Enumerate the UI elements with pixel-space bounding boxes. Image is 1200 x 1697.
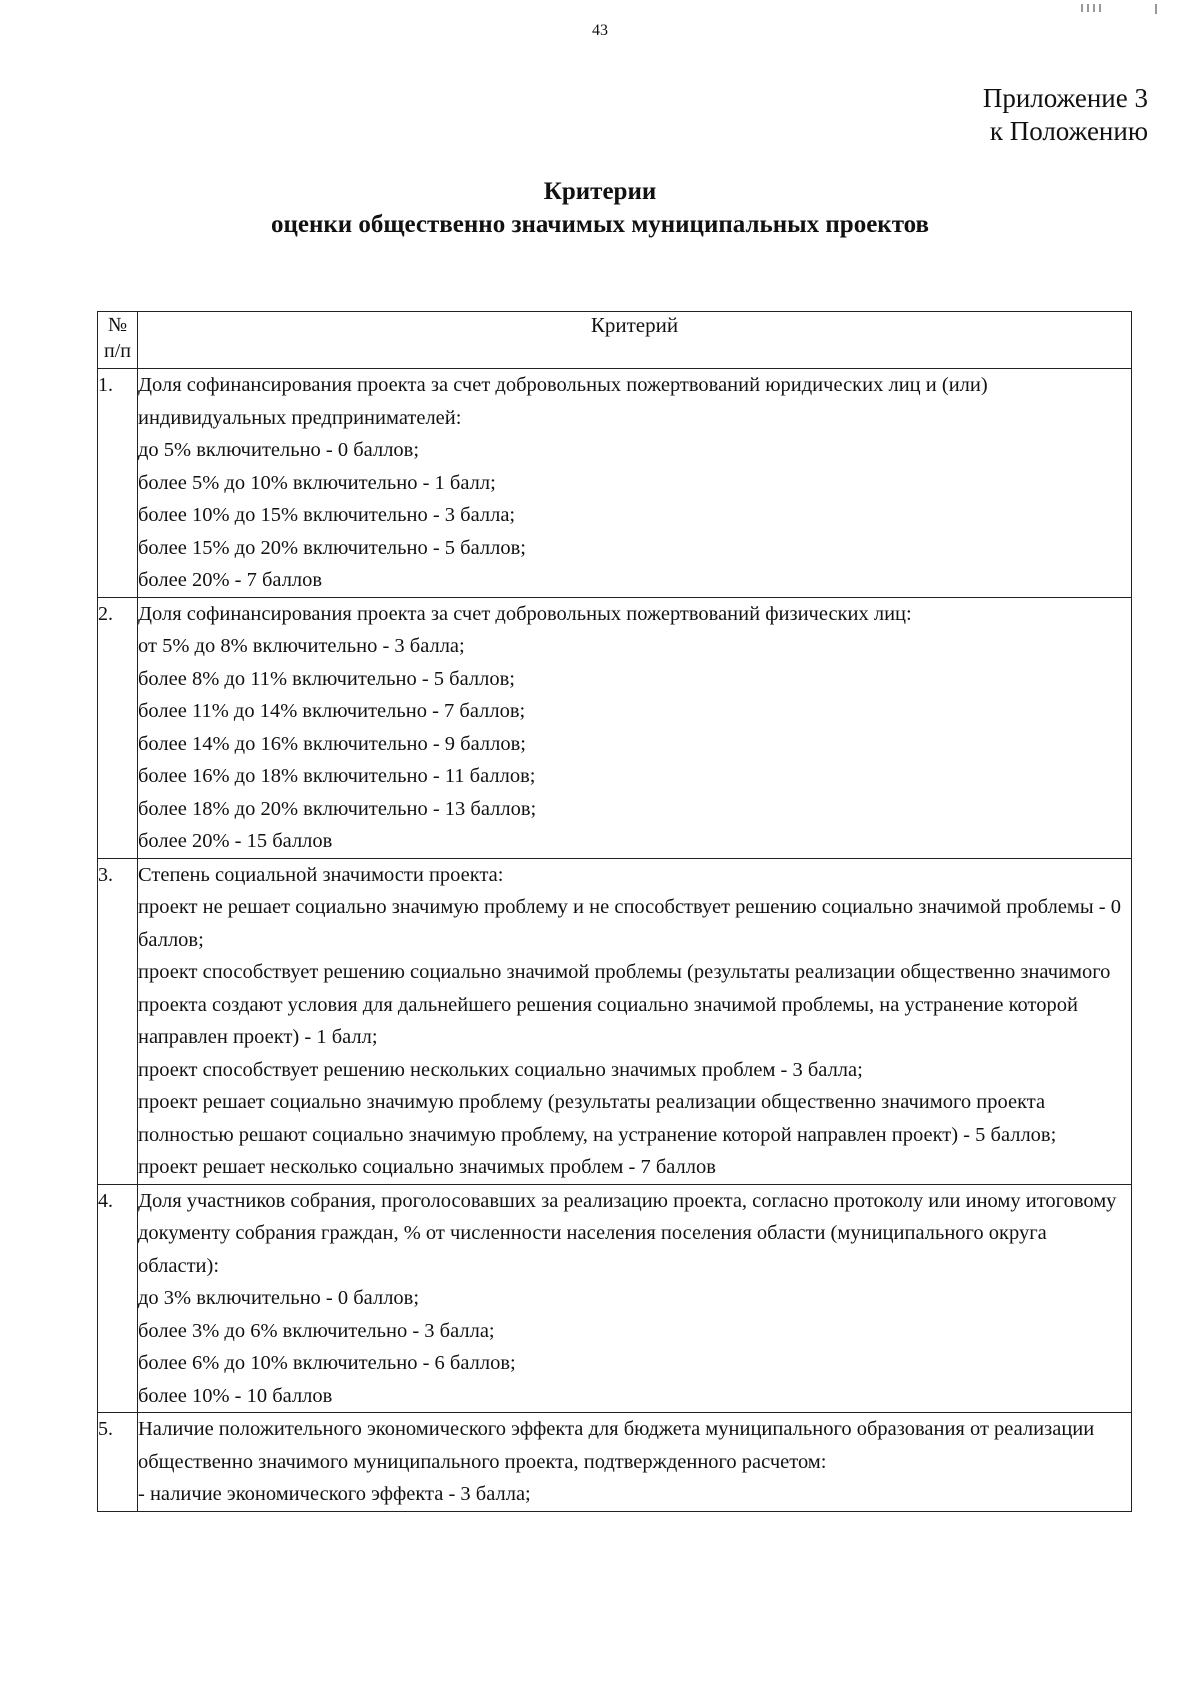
criterion-line: Наличие положительного экономического эффекта для бюджета муниципального образования от реализации общественно значимого муниципального проекта, подтвержденного расчетом: bbox=[138, 1418, 1095, 1473]
header-number bbox=[98, 312, 138, 369]
criterion-line: более 16% до 18% включительно - 11 баллов; bbox=[138, 765, 536, 787]
document-title bbox=[0, 175, 1200, 241]
table-row bbox=[98, 1413, 1132, 1512]
criterion-line: Доля участников собрания, проголосовавших за реализацию проекта, согласно протоколу или иному итоговому документу собрания граждан, % от численности населения поселения области (муниципального округа области): bbox=[138, 1189, 1117, 1277]
criterion-line: проект способствует решению нескольких социально значимых проблем - 3 балла; bbox=[138, 1058, 863, 1081]
row-number: 4. bbox=[98, 1184, 138, 1413]
criterion-line: более 14% до 16% включительно - 9 баллов; bbox=[138, 732, 526, 755]
appendix-line-2: к Положению bbox=[989, 116, 1148, 146]
criterion-line: более 8% до 11% включительно - 5 баллов; bbox=[138, 667, 515, 690]
criterion-cell bbox=[138, 1413, 1132, 1512]
criterion-line: от 5% до 8% включительно - 3 балла; bbox=[138, 635, 465, 657]
table-row bbox=[98, 597, 1132, 858]
criterion-line: - наличие экономического эффекта - 3 балла; bbox=[138, 1483, 531, 1505]
table-row bbox=[98, 858, 1132, 1184]
title-line-2: оценки общественно значимых муниципальных проектов bbox=[270, 211, 930, 238]
table-header-row bbox=[98, 312, 1132, 369]
criterion-cell bbox=[138, 858, 1132, 1184]
row-number: 1. bbox=[98, 369, 138, 598]
row-number: 3. bbox=[98, 858, 138, 1184]
criterion-cell bbox=[138, 1184, 1132, 1413]
criterion-line: более 6% до 10% включительно - 6 баллов; bbox=[138, 1352, 516, 1374]
criterion-line: до 5% включительно - 0 баллов; bbox=[138, 439, 420, 461]
criterion-line: более 18% до 20% включительно - 13 баллов; bbox=[138, 797, 537, 820]
criterion-line: более 10% - 10 баллов bbox=[138, 1384, 333, 1407]
header-number-symbol: № bbox=[107, 314, 128, 336]
criterion-line: более 3% до 6% включительно - 3 балла; bbox=[138, 1319, 495, 1342]
title-line-1: Критерии bbox=[543, 178, 657, 205]
row-number: 2. bbox=[98, 597, 138, 858]
criterion-line: более 20% - 7 баллов bbox=[138, 569, 323, 591]
criterion-cell bbox=[138, 369, 1132, 598]
table-row bbox=[98, 369, 1132, 598]
criteria-table bbox=[97, 311, 1132, 1512]
criterion-line: проект решает социально значимую проблему (результаты реализации общественно значимого проекта полностью решают социально значимую проблему, на устранение которой направлен проект) - 5 баллов; bbox=[138, 1091, 1057, 1146]
appendix-line-1: Приложение 3 bbox=[982, 83, 1148, 113]
row-number: 5. bbox=[98, 1413, 138, 1512]
criterion-line: проект не решает социально значимую проблему и не способствует решению социально значимой проблемы - 0 баллов; bbox=[138, 896, 1121, 951]
criterion-line: более 5% до 10% включительно - 1 балл; bbox=[138, 471, 496, 494]
header-criterion: Критерий bbox=[138, 312, 1132, 369]
appendix-reference bbox=[983, 82, 1148, 148]
table-row bbox=[98, 1184, 1132, 1413]
page-number: 43 bbox=[592, 22, 608, 39]
criterion-cell bbox=[138, 597, 1132, 858]
criterion-line: Доля софинансирования проекта за счет добровольных пожертвований физических лиц: bbox=[138, 602, 912, 625]
criterion-line: более 10% до 15% включительно - 3 балла; bbox=[138, 504, 516, 526]
criterion-line: проект способствует решению социально значимой проблемы (результаты реализации общественно значимого проекта создают условия для дальнейшего решения социально значимой проблемы, на устранение которой направлен проект) - 1 балл; bbox=[138, 961, 1111, 1048]
criterion-line: Степень социальной значимости проекта: bbox=[138, 863, 504, 886]
criterion-line: до 3% включительно - 0 баллов; bbox=[138, 1287, 420, 1309]
criterion-line: проект решает несколько социально значимых проблем - 7 баллов bbox=[138, 1156, 716, 1178]
scan-edge-marks bbox=[1080, 4, 1160, 14]
criterion-line: более 11% до 14% включительно - 7 баллов; bbox=[138, 700, 526, 722]
criterion-line: более 15% до 20% включительно - 5 баллов; bbox=[138, 536, 526, 559]
header-number-abbr: п/п bbox=[104, 340, 131, 362]
criterion-line: более 20% - 15 баллов bbox=[138, 830, 333, 852]
criterion-line: Доля софинансирования проекта за счет добровольных пожертвований юридических лиц и (или) индивидуальных предпринимателей: bbox=[138, 374, 988, 429]
